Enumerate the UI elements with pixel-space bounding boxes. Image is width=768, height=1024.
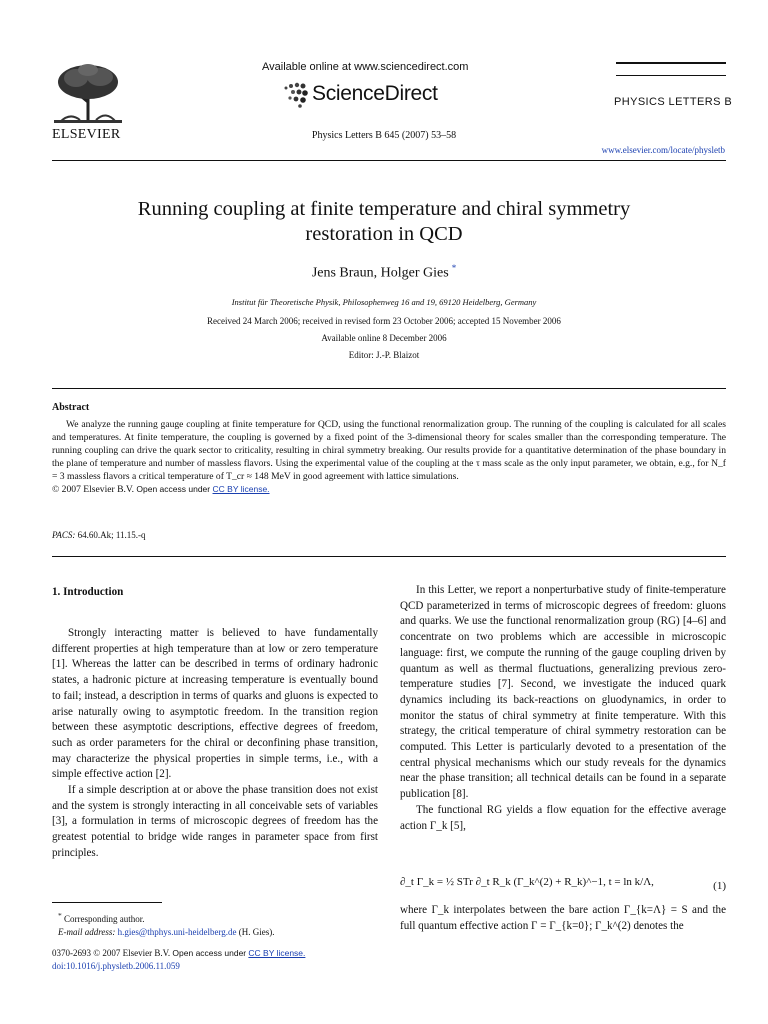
authors [0,263,768,282]
affiliation: Institut für Theoretische Physik, Philosophenweg 16 and 19, 69120 Heidelberg, Germany [231,297,537,307]
footnote [58,909,378,939]
elsevier-tree-logo [50,62,126,124]
issn-text: 0370-2693 © 2007 Elsevier B.V. [52,948,171,958]
right-column [400,583,726,834]
abstract-copyright-line [52,483,726,496]
pacs-line [52,530,146,540]
journal-name: PHYSICS LETTERS B [614,96,733,108]
right-column-continued [400,903,726,934]
issn-block [52,947,305,973]
abstract-divider [52,556,726,557]
doi-link[interactable]: doi:10.1016/j.physletb.2006.11.059 [52,961,180,971]
footnote-text: Corresponding author. [64,914,145,924]
right-paragraph-3: where Γ_k interpolates between the bare action Γ_{k=Λ} = S and the full quantum effective action Γ = Γ_{k=0}; Γ_k^(2) denotes the [400,904,726,932]
abstract-text: We analyze the running gauge coupling at finite temperature for QCD, using the functional renormalization group. The running of the coupling is calculated for all scales and temperatures. At finite temperature, the coupling is governed by a fixed point of the 3-dimensional theory for scales smaller than the corresponding temperature. The running coupling can drive the quark sector to criticality, resulting in chiral symmetry breaking. Our results provide for a quantitative determination of the phase boundary in the plane of temperature and number of massless flavors. Using the experimental value of the coupling at the τ mass scale as the only input parameter, we obtain, e.g., for N_f = 3 massless flavors a critical temperature of T_cr ≈ 148 MeV in good agreement with lattice simulations. [52,419,726,482]
sciencedirect-wordmark: ScienceDirect [312,82,438,105]
right-paragraph-2: The functional RG yields a flow equation for the effective average action Γ_k [5], [400,803,726,832]
abstract-license-link[interactable]: CC BY license. [212,484,270,494]
email-link[interactable]: h.gies@thphys.uni-heidelberg.de [117,927,237,937]
email-label: E-mail address: [58,927,116,937]
footnote-rule [52,902,162,903]
abstract-copyright: © 2007 Elsevier B.V. [52,484,134,495]
title-line-1: Running coupling at finite temperature and chiral symmetry [137,198,631,220]
intro-paragraph-1: Strongly interacting matter is believed to have fundamentally different properties at high temperature than at low or zero temperature [1]. Whereas the latter can be described in terms of ordinary hadronic states, a hadronic picture at increasing temperature is eventually bound to fail; instead, a description in terms of quarks and gluons is expected to arise naturally owing to asymptotic freedom. In the transition region between these asymptotic descriptions, effective degrees of freedom, such as order parameters for the chiral or deconfining phase transition, may characterize the physical properties in simple terms, i.e., with a simple effective action [2]. [52,627,378,781]
article-title [0,197,768,247]
journal-url-link[interactable]: www.elsevier.com/locate/physletb [601,145,725,155]
issn-line [52,947,305,960]
issn-license-link[interactable]: CC BY license. [248,948,306,958]
abstract-body [52,418,726,496]
equation-number: (1) [713,880,726,892]
issn-open-access: Open access under [172,948,247,958]
abstract-open-access: Open access under [136,484,211,494]
email-suffix: (H. Gies). [238,927,275,937]
journal-rule-thick [616,62,726,64]
corresponding-author-mark[interactable]: * [451,263,457,273]
journal-rule-thin [616,75,726,76]
title-divider [52,388,726,389]
journal-citation: Physics Letters B 645 (2007) 53–58 [311,130,457,141]
footnote-corresponding [58,909,378,926]
available-online-date: Available online 8 December 2006 [321,333,447,343]
abstract-heading: Abstract [52,402,90,413]
left-column [52,626,378,862]
header-divider [52,160,726,161]
available-online-text: Available online at www.sciencedirect.com [262,61,469,73]
author-names: Jens Braun, Holger Gies [311,265,449,281]
editor: Editor: J.-P. Blaizot [348,350,420,360]
sciencedirect-dots-icon [282,82,312,108]
intro-paragraph-2: If a simple description at or above the phase transition does not exist and the system is strongly interacting in all conceivable sets of variables [3], a formulation in terms of microscopic degrees of freedom has the greatest potential to bridge wide ranges in parameter space from first principles. [52,784,378,859]
right-paragraph-1: In this Letter, we report a nonperturbative study of finite-temperature QCD parameterized in terms of microscopic degrees of freedom: gluons and quarks. We use the functional renormalization group (RG) [4–6] and concentrate on two problems which are accessible in microscopic language: first, we compute the running of the gauge coupling driven by quantum as well as thermal fluctuations, generalizing previous zero-temperature studies [7]. Second, we investigate the induced quark dynamics including its back-reactions on gluodynamics, in order to monitor the status of chiral symmetry at finite temperature. With this strategy, the critical temperature of chiral symmetry restoration can be computed. This Letter is particularly devoted to a presentation of the central physical mechanisms which our study reveals for the dynamics near the phase transition; all technical details can be found in a separate publication [8]. [400,584,726,801]
received-dates: Received 24 March 2006; received in revised form 23 October 2006; accepted 15 November 2006 [207,316,561,326]
pacs-value: 64.60.Ak; 11.15.-q [77,530,146,540]
publisher-name: ELSEVIER [52,127,121,142]
equation-1: ∂_t Γ_k = ½ STr ∂_t R_k (Γ_k^(2) + R_k)^−1, t = ln k/Λ, [400,876,654,888]
section-heading: 1. Introduction [52,586,124,598]
title-line-2: restoration in QCD [305,223,463,245]
pacs-label: PACS: [52,530,76,540]
footnote-email-line [58,926,378,939]
footnote-mark: * [58,911,62,920]
